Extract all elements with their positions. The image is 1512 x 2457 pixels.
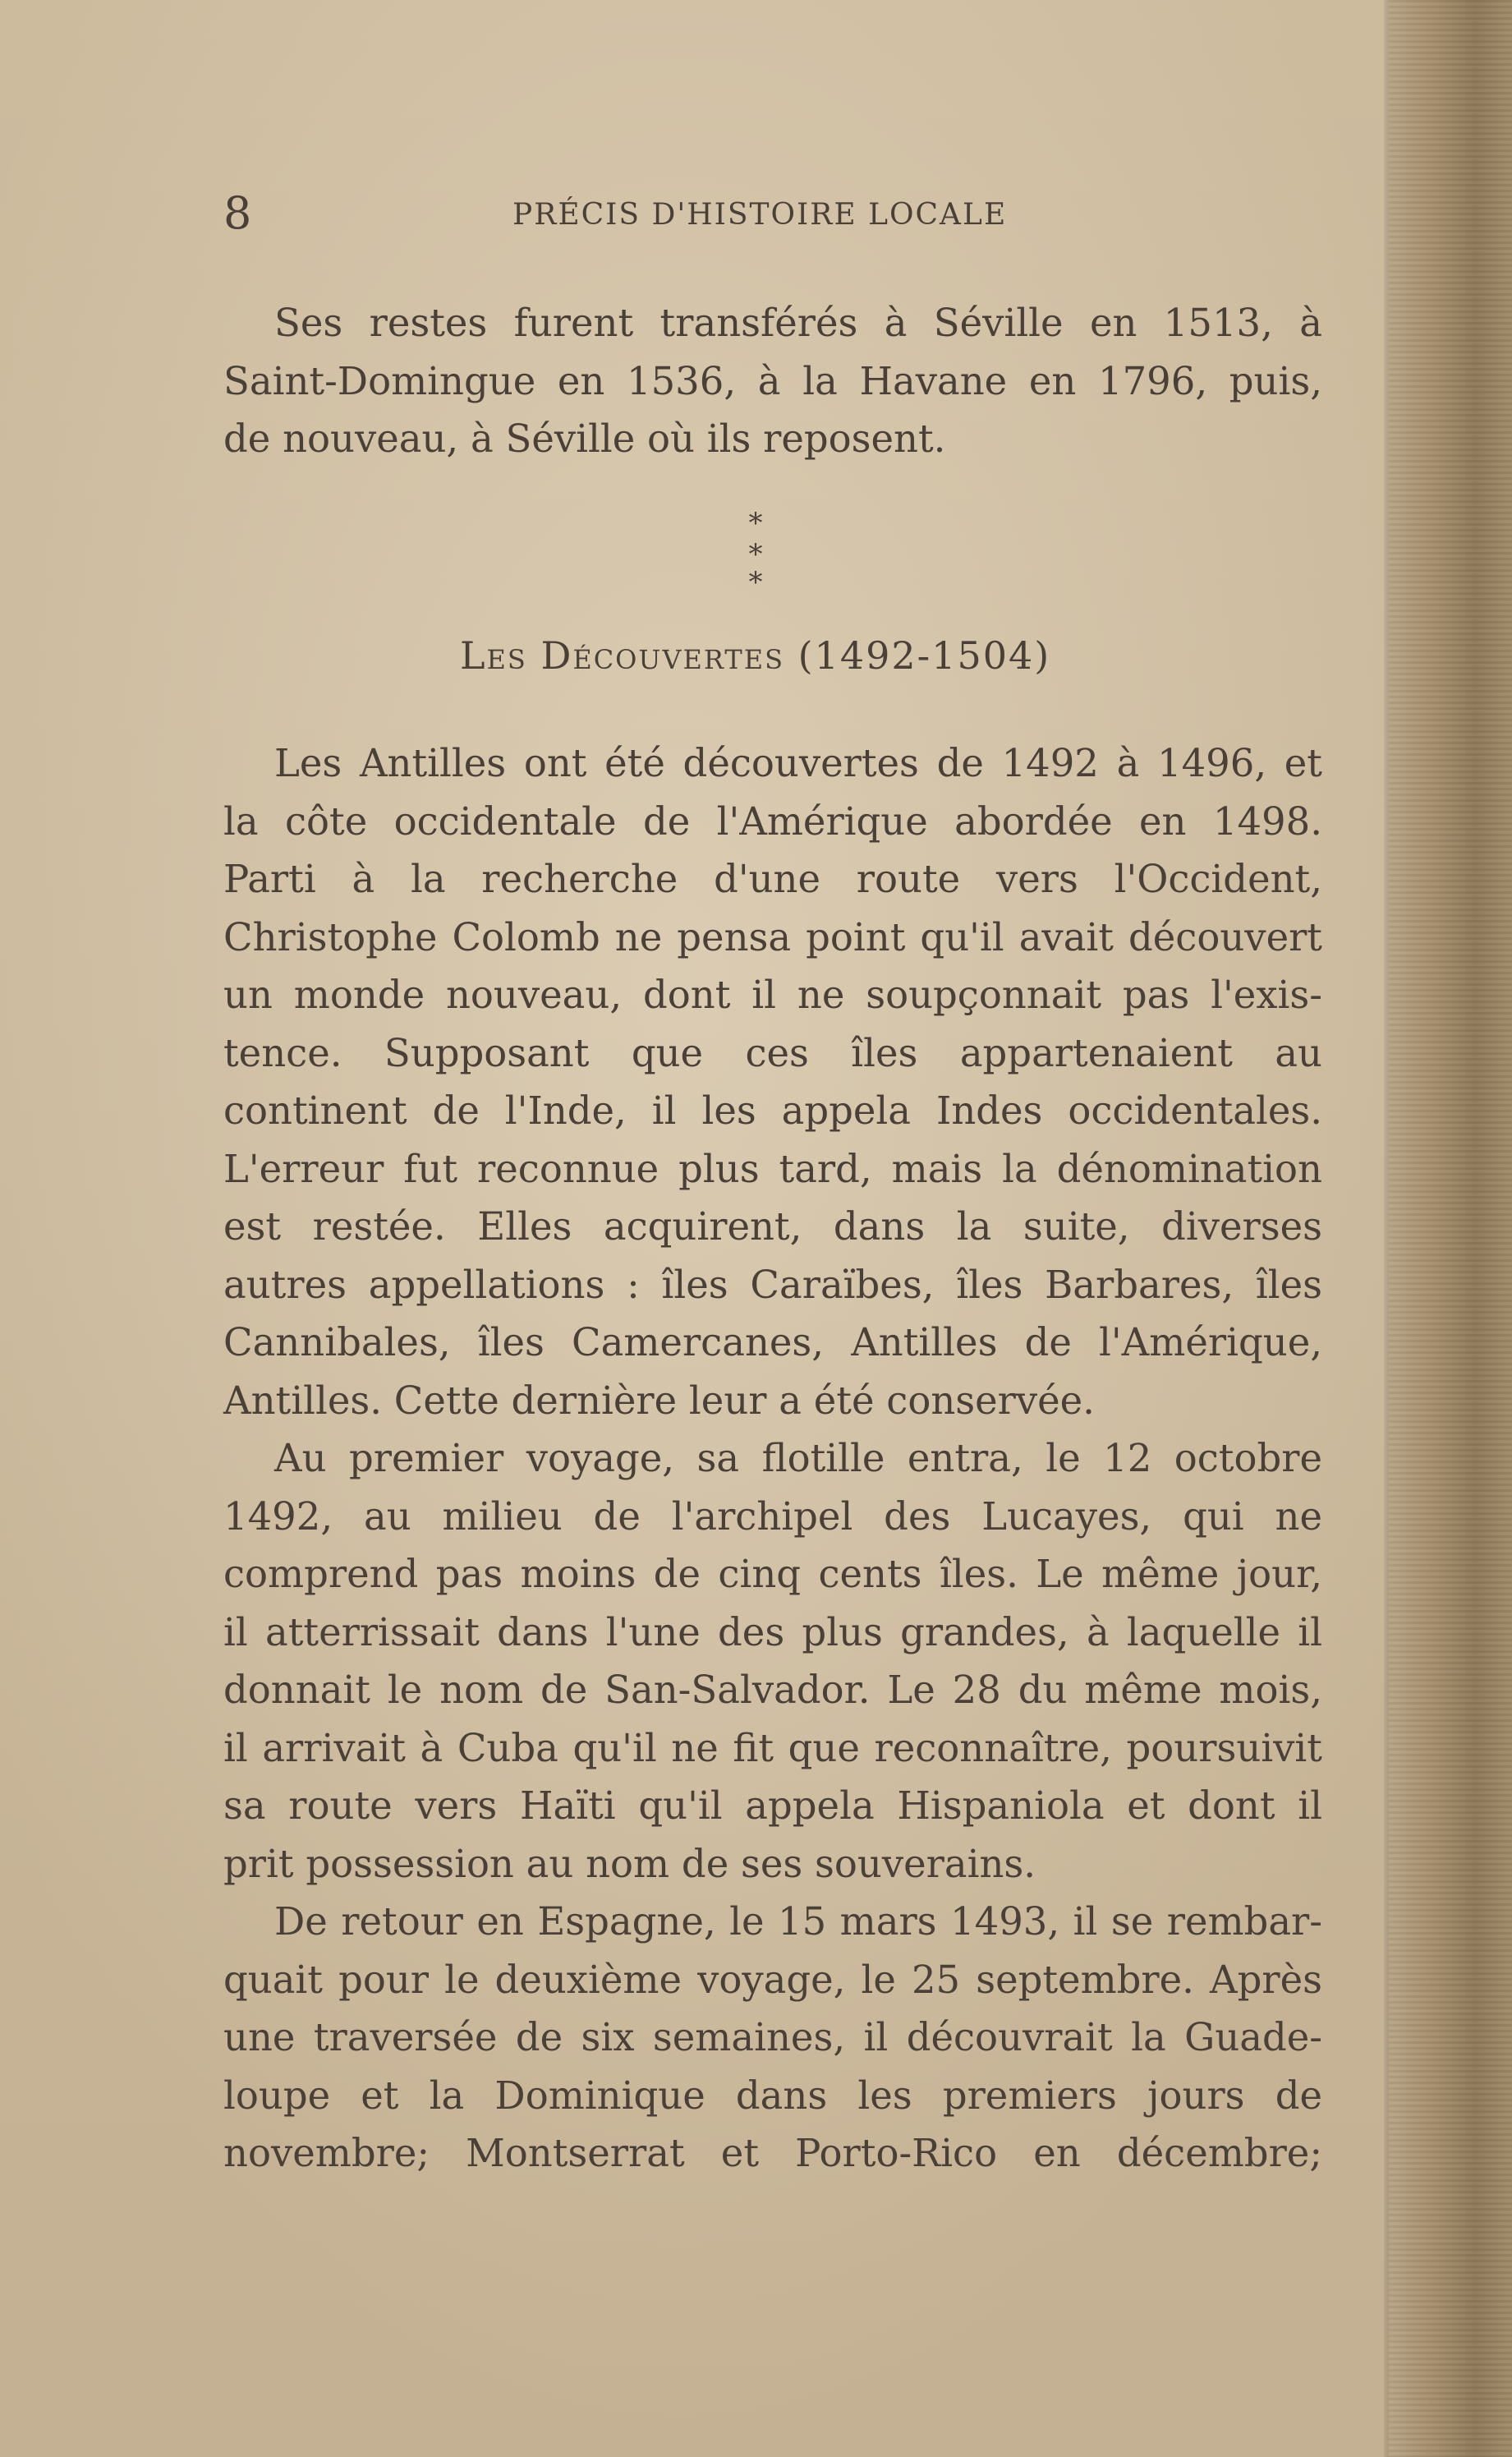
text-line: Ses restes furent transférés à Séville en 1513, à (274, 301, 1322, 345)
asterism-bottom: * * (748, 538, 783, 599)
text-line: Les Antilles ont été découvertes de 1492 à 1496, et (274, 741, 1322, 785)
text-line: 1492, au milieu de l'archipel des Lucayes, qui ne (223, 1493, 1322, 1539)
asterism-separator (706, 507, 805, 599)
text-line: quait pour le deuxième voyage, le 25 septembre. Après (223, 1957, 1322, 2002)
asterism-top: * (748, 507, 763, 540)
intro-paragraph (223, 294, 1322, 468)
paragraph-3 (223, 1893, 1322, 2183)
text-line: Cannibales, îles Camercanes, Antilles de l'Amérique, (223, 1320, 1322, 1364)
text-line: Antilles. Cette dernière leur a été conservée. (223, 1378, 1095, 1423)
text-line: donnait le nom de San-Salvador. Le 28 du même mois, (223, 1668, 1322, 1712)
section-title: Les Découvertes (1492-1504) (460, 633, 1051, 678)
text-line: est restée. Elles acquirent, dans la suite, diverses (223, 1204, 1322, 1249)
page-number: 8 (223, 187, 252, 239)
text-line: un monde nouveau, dont il ne soupçonnait pas l'exis- (223, 973, 1322, 1017)
text-line: de nouveau, à Séville où ils reposent. (223, 416, 946, 461)
text-line: une traversée de six semaines, il découvrait la Guade- (223, 2015, 1322, 2059)
text-line: Christophe Colomb ne pensa point qu'il avait découvert (223, 914, 1322, 959)
text-line: continent de l'Inde, il les appela Indes occidentales. (223, 1088, 1322, 1133)
text-line: la côte occidentale de l'Amérique abordée en 1498. (223, 798, 1322, 844)
page-edge (1389, 0, 1512, 2457)
text-line: L'erreur fut reconnue plus tard, mais la dénomination (223, 1146, 1322, 1191)
running-title: PRÉCIS D'HISTOIRE LOCALE (512, 198, 1008, 232)
text-line: Saint-Domingue en 1536, à la Havane en 1796, puis, (223, 358, 1322, 403)
text-line: Au premier voyage, sa flotille entra, le 12 octobre (274, 1436, 1322, 1480)
text-line: sa route vers Haïti qu'il appela Hispaniola et dont il (223, 1783, 1322, 1828)
paragraph-2 (223, 1429, 1322, 1893)
text-line: novembre; Montserrat et Porto-Rico en décembre; (223, 2131, 1322, 2175)
text-line: il atterrissait dans l'une des plus grandes, à laquelle il (223, 1609, 1322, 1654)
text-line: prit possession au nom de ses souverains. (223, 1841, 1036, 1886)
text-line: autres appellations : îles Caraïbes, îles Barbares, îles (223, 1262, 1322, 1307)
text-line: Parti à la recherche d'une route vers l'Occident, (223, 857, 1322, 901)
text-line: De retour en Espagne, le 15 mars 1493, il se rembar- (274, 1899, 1322, 1944)
paragraph-1 (223, 734, 1322, 1429)
text-line: il arrivait à Cuba qu'il ne fit que reconnaître, poursuivit (223, 1725, 1322, 1770)
text-line: loupe et la Dominique dans les premiers jours de (223, 2073, 1322, 2118)
text-line: comprend pas moins de cinq cents îles. Le même jour, (223, 1552, 1322, 1596)
page-header (223, 187, 1340, 245)
text-line: tence. Supposant que ces îles appartenaient au (223, 1030, 1322, 1075)
